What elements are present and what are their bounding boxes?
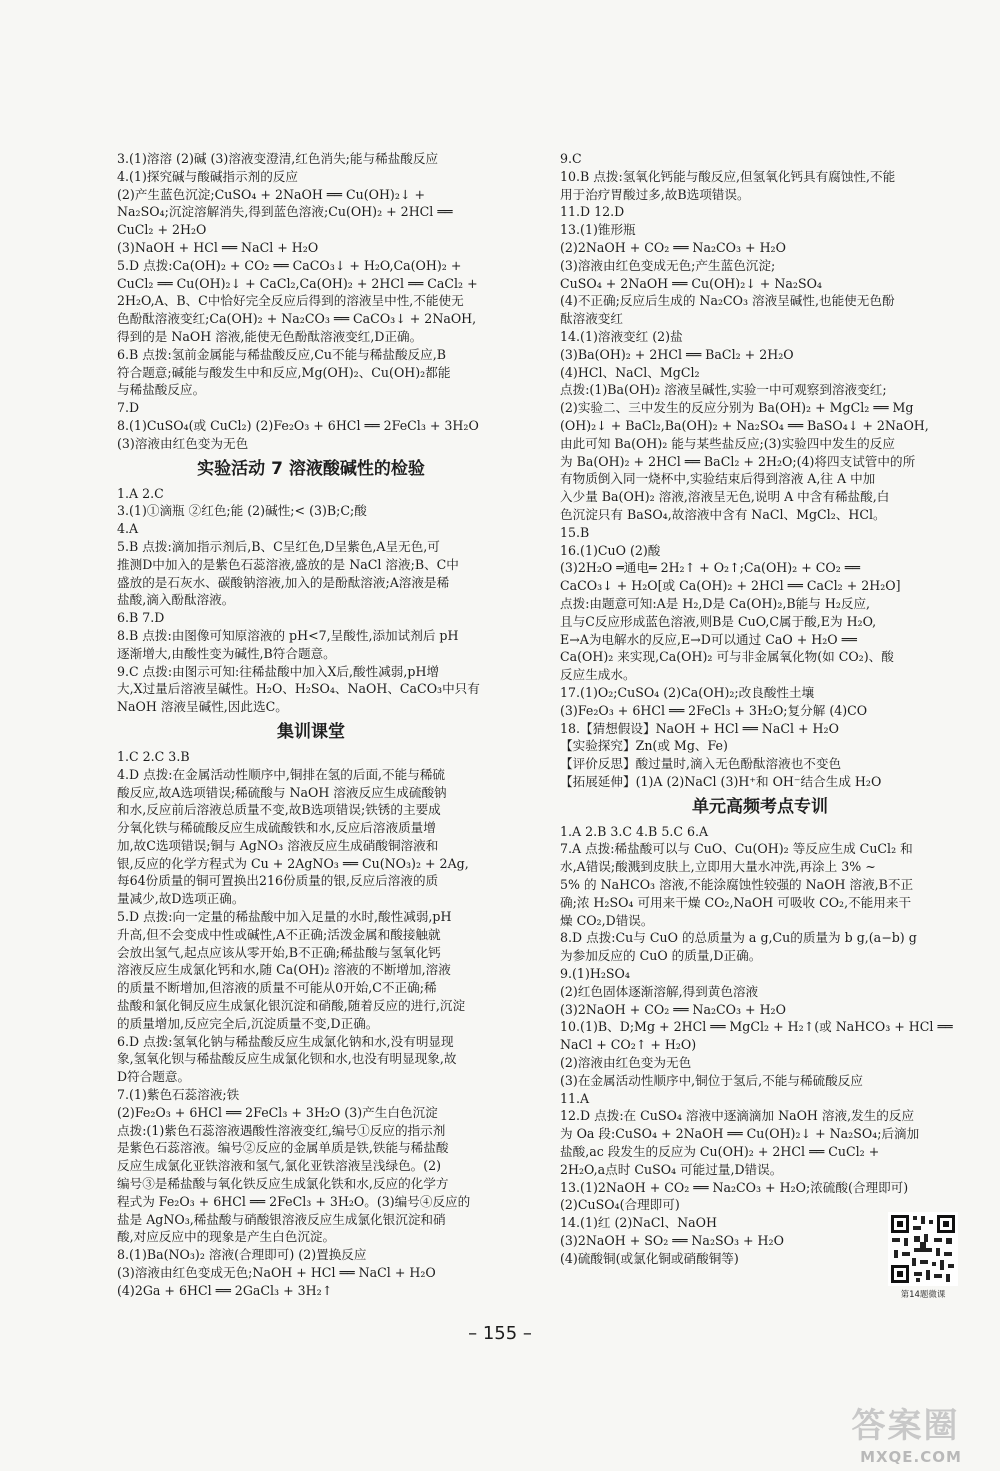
answer-line: 4.D 点拨:在金属活动性顺序中,铜排在氢的后面,不能与稀硫 [117, 766, 446, 782]
answer-line: 8.(1)CuSO₄(或 CuCl₂) (2)Fe₂O₃ + 6HCl ══ 2FeCl₃ + 3H₂O [117, 417, 479, 433]
answer-line: (2)Fe₂O₃ + 6HCl ══ 2FeCl₃ + 3H₂O (3)产生白色沉淀 [117, 1104, 438, 1120]
answer-line: E→A为电解水的反应,E→D可以通过 CaO + H₂O ══ [560, 631, 857, 647]
answer-line: CaCO₃↓ + H₂O[或 Ca(OH)₂ + 2HCl ══ CaCl₂ + 2H₂O] [560, 578, 901, 594]
answer-line: (2)溶液由红色变为无色 [560, 1055, 692, 1071]
answer-line: 得到的是 NaOH 溶液,能使无色酚酞溶液变红,D正确。 [117, 328, 423, 344]
answer-line: 12.D 点拨:在 CuSO₄ 溶液中逐滴滴加 NaOH 溶液,发生的反应 [560, 1108, 915, 1124]
answer-line: (3)溶液由红色变成无色;产生蓝色沉淀; [560, 257, 776, 273]
answer-line: 9.C [560, 151, 582, 166]
watermark-logo: 答案圈 [851, 1406, 960, 1446]
answer-line: 入少量 Ba(OH)₂ 溶液,溶液呈无色,说明 A 中含有稀盐酸,白 [560, 489, 890, 505]
answer-line: 6.D 点拨:氢氧化钠与稀盐酸反应生成氯化钠和水,没有明显现 [117, 1033, 454, 1049]
answer-line: (3)溶液由红色变成无色;NaOH + HCl ══ NaCl + H₂O [117, 1265, 436, 1281]
answer-line: 色沉淀只有 BaSO₄,故溶液中含有 NaCl、MgCl₂、HCl。 [560, 506, 886, 522]
answer-line: 6.B 7.D [117, 610, 165, 626]
answer-line: 量减少,故D选项正确。 [117, 891, 245, 907]
answer-line: 酸反应,故A选项错误;稀硫酸与 NaOH 溶液反应生成硫酸钠 [117, 784, 447, 800]
answer-line: 7.D [117, 400, 140, 416]
page-number: – 155 – [468, 1323, 532, 1344]
answer-line: 7.(1)紫色石蕊溶液;铁 [117, 1087, 240, 1103]
answer-line: 【实验探究】Zn(或 Mg、Fe) [560, 738, 728, 754]
answer-line: 确;浓 H₂SO₄ 可用来干燥 CO₂,NaOH 可吸收 CO₂,不能用来干 [560, 894, 912, 910]
answer-line: 11.D 12.D [560, 204, 625, 220]
answer-line: 为 Ba(OH)₂ + 2HCl ══ BaCl₂ + 2H₂O;(4)将四支试管中的所 [560, 453, 916, 469]
answer-line: 盐酸,滴入酚酞溶液。 [117, 592, 235, 608]
answer-line: (2)实验二、三中发生的反应分别为 Ba(OH)₂ + MgCl₂ ══ Mg [560, 400, 914, 416]
qr-caption: 第14题微课 [900, 1290, 946, 1300]
answer-line: 11.A [560, 1090, 590, 1106]
answer-line: 为 Oa 段:CuSO₄ + 2NaOH ══ Cu(OH)₂↓ + Na₂SO₄;后滴加 [560, 1126, 920, 1142]
answer-line: (3)NaOH + HCl ══ NaCl + H₂O [117, 239, 319, 255]
answer-line: 8.D 点拨:Cu与 CuO 的总质量为 a g,Cu的质量为 b g,(a−b) g [560, 930, 917, 946]
answer-line: (4)不正确;反应后生成的 Na₂CO₃ 溶液呈碱性,也能使无色酚 [560, 293, 895, 309]
answer-line: (3)Ba(OH)₂ + 2HCl ══ BaCl₂ + 2H₂O [560, 346, 794, 362]
answer-line: 9.(1)H₂SO₄ [560, 966, 630, 982]
answer-line: CuCl₂ ══ Cu(OH)₂↓ + CaCl₂,Ca(OH)₂ + 2HCl ══ CaCl₂ + [117, 275, 478, 291]
answer-line: 盛放的是石灰水、碳酸钠溶液,加入的是酚酞溶液;A溶液是稀 [117, 574, 450, 590]
answer-line: 分氧化铁与稀硫酸反应生成硫酸铁和水,反应后溶液质量增 [117, 820, 436, 836]
section-heading: 集训课堂 [277, 721, 345, 742]
answer-line: 6.B 点拨:氢前金属能与稀盐酸反应,Cu不能与稀盐酸反应,B [117, 346, 446, 362]
answer-line: 【拓展延伸】(1)A (2)NaCl (3)H⁺和 OH⁻结合生成 H₂O [560, 773, 882, 789]
answer-line: 8.(1)Ba(NO₃)₂ 溶液(合理即可) (2)置换反应 [117, 1247, 367, 1263]
answer-line: 4.A [117, 521, 139, 537]
answer-line: CuSO₄ + 2NaOH ══ Cu(OH)₂↓ + Na₂SO₄ [560, 275, 822, 291]
answer-line: 盐是 AgNO₃,稀盐酸与硝酸银溶液反应生成氯化银沉淀和硝 [117, 1211, 446, 1227]
answer-line: (3)2NaOH + CO₂ ══ Na₂CO₃ + H₂O [560, 1001, 786, 1017]
answer-line: 盐酸,ac 段发生的反应为 Cu(OH)₂ + 2HCl ══ CuCl₂ + [560, 1144, 880, 1160]
answer-line: 的质量增加,反应完全后,沉淀质量不变,D正确。 [117, 1015, 379, 1031]
answer-line: (4)2Ga + 6HCl ══ 2GaCl₃ + 3H₂↑ [117, 1282, 333, 1298]
answer-line: 反应生成水。 [560, 667, 636, 683]
answer-line: 5.B 点拨:滴加指示剂后,B、C呈红色,D呈紫色,A呈无色,可 [117, 538, 440, 554]
qr-code-icon[interactable] [888, 1212, 958, 1286]
answer-line: (3)溶液由红色变为无色 [117, 435, 249, 451]
section-heading: 实验活动 7 溶液酸碱性的检验 [197, 458, 425, 479]
answer-line: 会放出氢气,起点应该从零开始,B不正确;稀盐酸与氢氧化钙 [117, 944, 441, 960]
answer-line: (4)硫酸铜(或氯化铜或硝酸铜等) [560, 1250, 739, 1266]
answer-line: (3)2H₂O ═通电═ 2H₂↑ + O₂↑;Ca(OH)₂ + CO₂ ══ [560, 560, 860, 576]
answer-line: 8.B 点拨:由图像可知原溶液的 pH<7,呈酸性,添加试剂后 pH [117, 627, 459, 643]
left-column [117, 150, 505, 1300]
answer-line: (2)产生蓝色沉淀;CuSO₄ + 2NaOH ══ Cu(OH)₂↓ + [117, 186, 426, 202]
answer-line: 5% 的 NaHCO₃ 溶液,不能涂腐蚀性较强的 NaOH 溶液,B不正 [560, 877, 914, 893]
answer-line: 程式为 Fe₂O₃ + 6HCl ══ 2FeCl₃ + 3H₂O。(3)编号④反应的 [117, 1193, 471, 1209]
answer-line: Na₂SO₄;沉淀溶解消失,得到蓝色溶液;Cu(OH)₂ + 2HCl ══ [117, 204, 453, 220]
answer-line: 升高,但不会变成中性或碱性,A不正确;活泼金属和酸接触就 [117, 926, 441, 942]
answer-line: NaOH 溶液呈碱性,因此选C。 [117, 699, 288, 715]
answer-line: (2)2NaOH + CO₂ ══ Na₂CO₃ + H₂O [560, 239, 786, 255]
answer-line: 4.(1)探究碱与酸碱指示剂的反应 [117, 168, 298, 184]
answer-line: 1.C 2.C 3.B [117, 748, 190, 764]
answer-line: (3)在金属活动性顺序中,铜位于氢后,不能与稀硫酸反应 [560, 1072, 863, 1088]
answer-line: 推测D中加入的是紫色石蕊溶液,盛放的是 NaCl 溶液;B、C中 [117, 556, 459, 572]
answer-line: 5.D 点拨:Ca(OH)₂ + CO₂ ══ CaCO₃↓ + H₂O,Ca(OH)₂ + [117, 257, 462, 273]
answer-line: 16.(1)CuO (2)酸 [560, 542, 661, 558]
answer-line: NaCl + CO₂↑ + H₂O) [560, 1037, 697, 1053]
answer-line: 7.A 点拨:稀盐酸可以与 CuO、Cu(OH)₂ 等反应生成 CuCl₂ 和 [560, 841, 913, 857]
answer-line: 色酚酞溶液变红;Ca(OH)₂ + Na₂CO₃ ══ CaCO₃↓ + 2NaOH, [117, 311, 477, 327]
answer-line: 加,故C选项错误;铜与 AgNO₃ 溶液反应生成硝酸铜溶液和 [117, 837, 439, 853]
answer-line: 2H₂O,A、B、C中恰好完全反应后得到的溶液呈中性,不能使无 [117, 293, 464, 309]
right-column [560, 150, 960, 1268]
answer-line: (2)CuSO₄(合理即可) [560, 1197, 680, 1213]
answer-line: 酸,对应反应中的现象是产生白色沉淀。 [117, 1229, 336, 1245]
answer-line: 由此可知 Ba(OH)₂ 能与某些盐反应;(3)实验四中发生的反应 [560, 435, 895, 451]
answer-line: Ca(OH)₂ 来实现,Ca(OH)₂ 可与非金属氧化物(如 CO₂)、酸 [560, 649, 894, 665]
answer-line: 每64份质量的铜可置换出216份质量的银,反应后溶液的质 [117, 873, 439, 889]
section-heading: 单元高频考点专训 [692, 796, 828, 817]
answer-line: 13.(1)2NaOH + CO₂ ══ Na₂CO₃ + H₂O;浓硫酸(合理即可) [560, 1179, 909, 1195]
answer-line: 9.C 点拨:由图示可知:往稀盐酸中加入X后,酸性减弱,pH增 [117, 663, 440, 679]
answer-line: 大,X过量后溶液呈碱性。H₂O、H₂SO₄、NaOH、CaCO₃中只有 [117, 681, 480, 697]
answer-line: (2)红色固体逐渐溶解,得到黄色溶液 [560, 983, 759, 999]
answer-line: 逐渐增大,由酸性变为碱性,B符合题意。 [117, 645, 336, 661]
answer-line: 3.(1)溶溶 (2)碱 (3)溶液变澄清,红色消失;能与稀盐酸反应 [117, 151, 439, 166]
answer-line: (3)2NaOH + SO₂ ══ Na₂SO₃ + H₂O [560, 1233, 784, 1249]
answer-line: 酞溶液变红 [560, 311, 623, 327]
answer-line: 17.(1)O₂;CuSO₄ (2)Ca(OH)₂;改良酸性土壤 [560, 684, 815, 700]
answer-line: 与稀盐酸反应。 [117, 382, 206, 398]
answer-line: 14.(1)溶液变红 (2)盐 [560, 328, 683, 344]
answer-line: 点拨:(1)Ba(OH)₂ 溶液呈碱性,实验一中可观察到溶液变红; [560, 382, 887, 398]
answer-line: 溶液反应生成氯化钙和水,随 Ca(OH)₂ 溶液的不断增加,溶液 [117, 962, 451, 978]
answer-line: 为参加反应的 CuO 的质量,D正确。 [560, 948, 762, 964]
answer-line: 燥 CO₂,D错误。 [560, 912, 654, 928]
answer-line: (4)HCl、NaCl、MgCl₂ [560, 364, 700, 380]
answer-line: 10.B 点拨:氢氧化钙能与酸反应,但氢氧化钙具有腐蚀性,不能 [560, 168, 896, 184]
answer-line: 【评价反思】酸过量时,滴入无色酚酞溶液也不变色 [560, 756, 842, 772]
answer-line: 和水,反应前后溶液总质量不变,故B选项错误;铁锈的主要成 [117, 802, 441, 818]
answer-line: 水,A错误;酸溅到皮肤上,立即用大量水冲洗,再涂上 3% ~ [560, 859, 876, 875]
answer-line: 有物质倒入同一烧杯中,实验结束后得到溶液 A,往 A 中加 [560, 471, 876, 487]
answer-line: 2H₂O,a点时 CuSO₄ 可能过量,D错误。 [560, 1161, 783, 1177]
answer-line: 1.A 2.B 3.C 4.B 5.C 6.A [560, 823, 709, 839]
answer-line: 14.(1)红 (2)NaCl、NaOH [560, 1215, 717, 1231]
answer-line: 的质量不断增加,但溶液的质量不可能从0开始,C不正确;稀 [117, 980, 437, 996]
answer-line: 象,氢氧化钡与稀盐酸反应生成氯化钡和水,也没有明显现象,故 [117, 1051, 457, 1067]
watermark-url: MXQE.COM [860, 1448, 962, 1466]
answer-line: 是紫色石蕊溶液。编号②反应的金属单质是铁,铁能与稀盐酸 [117, 1140, 449, 1156]
answer-line: 银,反应的化学方程式为 Cu + 2AgNO₃ ══ Cu(NO₃)₂ + 2Ag, [117, 855, 469, 871]
answer-line: 10.(1)B、D;Mg + 2HCl ══ MgCl₂ + H₂↑(或 NaHCO₃ + HCl ══ [560, 1019, 953, 1035]
answer-line: 3.(1)①滴瓶 ②红色;能 (2)碱性;< (3)B;C;酸 [117, 503, 367, 519]
answer-line: 18.【猜想假设】NaOH + HCl ══ NaCl + H₂O [560, 720, 839, 736]
answer-line: 盐酸和氯化铜反应生成氯化银沉淀和硝酸,随着反应的进行,沉淀 [117, 998, 466, 1014]
answer-line: D符合题意。 [117, 1069, 191, 1085]
answer-line: (OH)₂↓ + BaCl₂,Ba(OH)₂ + Na₂SO₄ ══ BaSO₄↓ + 2NaOH, [560, 417, 929, 433]
answer-line: (3)Fe₂O₃ + 6HCl ══ 2FeCl₃ + 3H₂O;复分解 (4)CO [560, 702, 868, 718]
answer-line: 5.D 点拨:向一定量的稀盐酸中加入足量的水时,酸性减弱,pH [117, 909, 452, 925]
answer-line: CuCl₂ + 2H₂O [117, 222, 207, 238]
answer-line: 点拨:(1)紫色石蕊溶液遇酸性溶液变红,编号①反应的指示剂 [117, 1122, 446, 1138]
answer-line: 且与C反应形成蓝色溶液,则B是 CuO,C属于酸,E为 H₂O, [560, 613, 877, 629]
answer-line: 用于治疗胃酸过多,故B选项错误。 [560, 186, 750, 202]
answer-line: 13.(1)锥形瓶 [560, 222, 636, 238]
answer-line: 1.A 2.C [117, 485, 164, 501]
answer-line: 点拨:由题意可知:A是 H₂,D是 Ca(OH)₂,B能与 H₂反应, [560, 595, 871, 611]
answer-line: 编号③是稀盐酸与氧化铁反应生成氯化铁和水,反应的化学方 [117, 1176, 449, 1192]
answer-line: 15.B [560, 524, 590, 540]
answer-line: 符合题意;碱能与酸发生中和反应,Mg(OH)₂、Cu(OH)₂都能 [117, 364, 451, 380]
answer-line: 反应生成氯化亚铁溶液和氢气,氯化亚铁溶液呈浅绿色。(2) [117, 1158, 442, 1174]
